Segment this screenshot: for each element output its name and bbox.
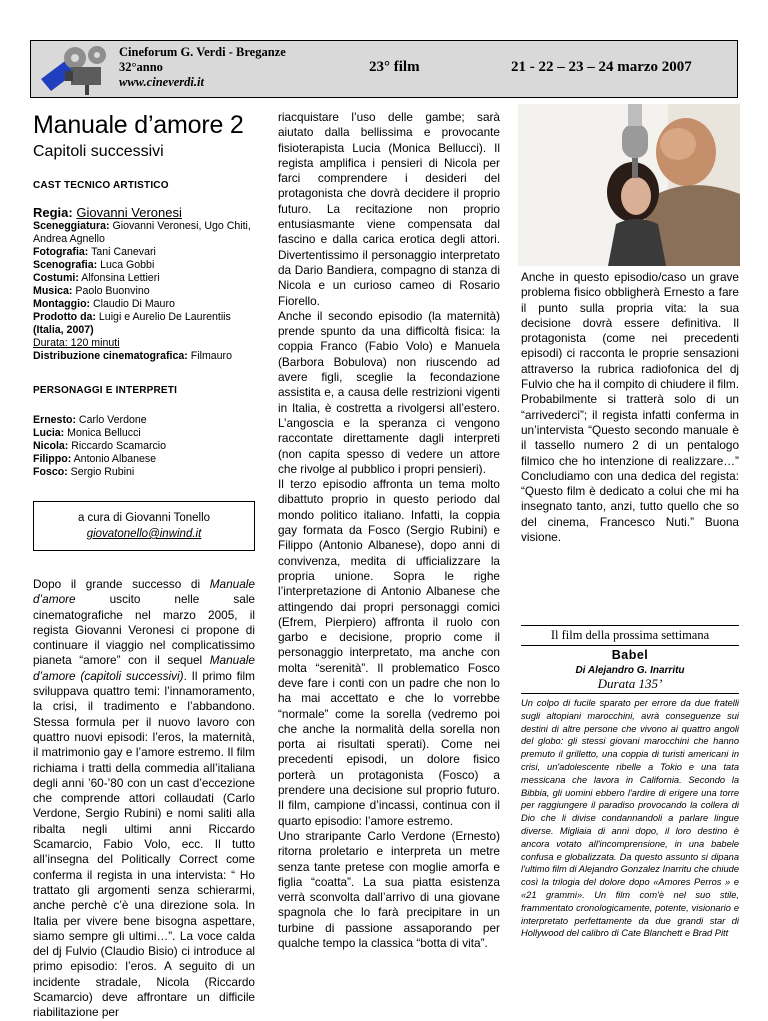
header-org-info [119,45,286,90]
org-name: Cineforum G. Verdi - Breganze [119,45,286,59]
year-label: 32°anno [119,60,163,74]
column-middle [278,110,500,951]
curatore-email-link[interactable]: giovatonello@inwind.it [86,528,202,540]
credit-line: Prodotto da: Luigi e Aurelio De Laurentiis [33,311,231,323]
film-projector-logo-icon [35,43,115,97]
next-film-duration: Durata 135’ [521,676,739,694]
regia-label: Regia: [33,205,73,220]
credit-line: (Italia, 2007) [33,324,94,336]
credit-line: Scenografia: Luca Gobbi [33,259,155,271]
column-right [521,270,739,545]
distrib-line: Distribuzione cinematografica: Filmauro [33,350,232,362]
next-film-section [521,625,739,940]
credits-list [33,220,255,363]
review-paragraph-1: Dopo il grande successo di Manuale d’amore uscito nelle sale cinematografiche nel marzo 2005, il regista Giovanni Veronesi ci propone di continuare il viaggio nel complicatissimo pianeta “amore” con il sequel Manuale d’amore (capitoli successivi). Il primo film sviluppava quattro temi: l’innamoramento, la crisi, il tradimento e l’abbandono. Stessa formula per il nuovo lavoro con quattro nuovi episodi: l’eros, la maternità, il matrimonio gay e l’amore estremo. Il film richiama i tratti della commedia all’italiana degli anni ’60-’80 con un cast d’eccezione che comprende attori collaudati (Carlo Verdone, Sergio Rubini) e nomi saliti alla ribalta negli ultimi anni Riccardo Scamarcio, Fabio Volo, ecc. Il tutto all’insegna del Politically Correct come conferma il regista in una intervista: “ Ho trattato gli argomenti senza schierarmi, anche perchè c’è una direzione sola. In Italia per vivere bene bisogna aspettare, siamo sempre gli ultimi…”. La voce calda del dj Fulvio (Claudio Bisio) ci introduce al primo episodio: l’eros. A seguito di un incidente stradale, Nicola (Riccardo Scamarcio) deve affrontare un difficile riabilitazione per [33,577,255,1020]
review-paragraph-5: Uno straripante Carlo Verdone (Ernesto) ritorna proletario e interpreta un metre senza tante pretese con moglie amorfa e figlia “coatta”. La sua piatta esistenza verrà sconvolta dall’arrivo di una giovane spagnola che lo farà precipitare in un turbine di passione assaporando per qualche tempo la classica “botta di vita”. [278,828,500,951]
regia-value: Giovanni Veronesi [76,205,182,220]
review-paragraph-2: riacquistare l’uso delle gambe; sarà aiutato dalla bellissima e provocante fisioterapista Lucia (Monica Bellucci). Il regista amplifica i pensieri di Nicola per farci comprendere i desideri del protagonista che dovrà decidere il proprio futuro. La recitazione non proprio entusiasmante viene compensata dal fascino e dalla carica erotica degli attori. Divertentissimo il personaggio interpretato da Dario Bandiera, compagno di stanza di Nicola e un curioso cameo di Rosario Fiorello. [278,110,500,308]
cast-line: Fosco: Sergio Rubini [33,466,135,478]
personaggi-heading: PERSONAGGI E INTERPRETI [33,385,178,396]
website-link[interactable]: www.cineverdi.it [119,75,204,89]
next-film-heading: Il film della prossima settimana [521,625,739,646]
next-film-synopsis: Un colpo di fucile sparato per errore da due fratelli sugli altopiani marocchini, avrà conseguenze sui destini di altre persone che vivono ai quattro angoli del globo: gli stessi giovani marocchini che hanno premuto il grilletto, una coppia di turisti americani in crisi, un'adolescente ribelle a Tokio e una tata messicana che lavora in California. Secondo la Bibbia, gli uomini ebbero l'ardire di erigere una torre per raggiungere il paradiso provocando la collera di Dio che li divise condannandoli a parlare lingue diverse. Migliaia di anni dopo, il loro destino è ancora votato all'incomprensione, in una babele confusa e globalizzata. Da questo assunto si dipana l'ultimo film di Alejandro Gonzalez Inarritu che chiude così la trilogia del dolore dopo «Amores Perros » e «21 grammi». Un film com'è nel suo stile, frammentato cronologicamente, potente, visionario e interpretato perfettamente da due grandi star di Hollywood del calibro di Cate Blanchett e Brad Pitt [521,698,739,939]
review-paragraph-6: Anche in questo episodio/caso un grave problema fisico obbligherà Ernesto a fare il punto sulla propria vita: la sua decisione dovrà essere definitiva. Il protagonista (come nei precedenti episodi) ci racconta le proprie sensazioni attraverso la rubrica radiofonica del dj Fulvio che ha il compito di chiudere il film. Probabilmente si tratterà solo di un “arrivederci”; il regista infatti conferma in un’intervista “Questo secondo manuale è il tassello numero 2 di un pentalogo filmico che ho intenzione di realizzare…” Concludiamo con una dedica del regista: “Questo film è dedicato a colui che mi ha insegnato tanto, anzi, tutto quello che so del cinema, Francesco Nuti.” Buona visione. [521,270,739,545]
cast-line: Ernesto: Carlo Verdone [33,414,147,426]
credit-line: Costumi: Alfonsina Lettieri [33,272,160,284]
durata-line: Durata: 120 minuti [33,337,120,349]
review-paragraph-4: Il terzo episodio affronta un tema molto dibattuto proprio in questo periodo dal mondo politico italiano. Infatti, la coppia gay formata da Fosco (Sergio Rubini) e Filippo (Antonio Albanese), dopo anni di convivenza, medita di ufficializzare la propria unione. Sopra le righe l’interpretazione di Antonio Albanese che attingendo dai propri personaggi comici (Efrem, Pierpiero) affronta il ruolo con garbo e decisione, proprio come il personaggio interpretato, ma anche con molta “serenità”. Il problematico Fosco deve fare i conti con un padre che non lo ha mai accettato e che lo vorrebbe “normale” come la sorella (vedremo poi che anche la normalità della sorella non porta ai risultati sperati). Come nei precedenti episodi, un dolore fisico porterà un protagonista (Fosco) a prendere una decisione sul proprio futuro. Il film, campione d’incassi, continua con il quarto episodio: l’amore estremo. [278,477,500,828]
credit-line: Fotografia: Tani Canevari [33,246,156,258]
film-still-photo [518,104,740,266]
film-title: Manuale d’amore 2 [33,111,244,139]
regia-line [33,205,255,220]
film-number: 23° film [369,59,420,75]
curatore-label: a cura di Giovanni Tonello [77,512,211,524]
cast-tecnico-heading: CAST TECNICO ARTISTICO [33,180,169,191]
cast-line: Lucia: Monica Bellucci [33,427,141,439]
credit-line: Montaggio: Claudio Di Mauro [33,298,175,310]
credit-line: Musica: Paolo Buonvino [33,285,150,297]
next-film-director: Di Alejandro G. Inarritu [575,665,685,676]
cast-line: Filippo: Antonio Albanese [33,453,157,465]
column-left [33,110,255,1021]
screening-dates: 21 - 22 – 23 – 24 marzo 2007 [511,59,692,75]
film-subtitle: Capitoli successivi [33,143,164,160]
header-bar [30,40,738,98]
next-film-title: Babel [611,648,649,662]
cast-list [33,414,255,479]
review-paragraph-3: Anche il secondo episodio (la maternità) prende spunto da una difficoltà fisica: la coppia Franco (Fabio Volo) e Manuela (Barbora Bobulova) non riuscendo ad avere figli, sceglie la fecondazione assistita e, a causa delle restrizioni vigenti in Italia, è costretta a rivolgersi all’estero. L’angoscia e la speranza ci vengono raccontate direttamente dagli interpreti (non capita spesso di vedere un attore che rivolge al pubblico i propri pensieri). [278,308,500,476]
curatore-box [33,501,255,551]
credit-line: Sceneggiatura: Giovanni Veronesi, Ugo Chiti, Andrea Agnello [33,220,251,245]
cast-line: Nicola: Riccardo Scamarcio [33,440,167,452]
